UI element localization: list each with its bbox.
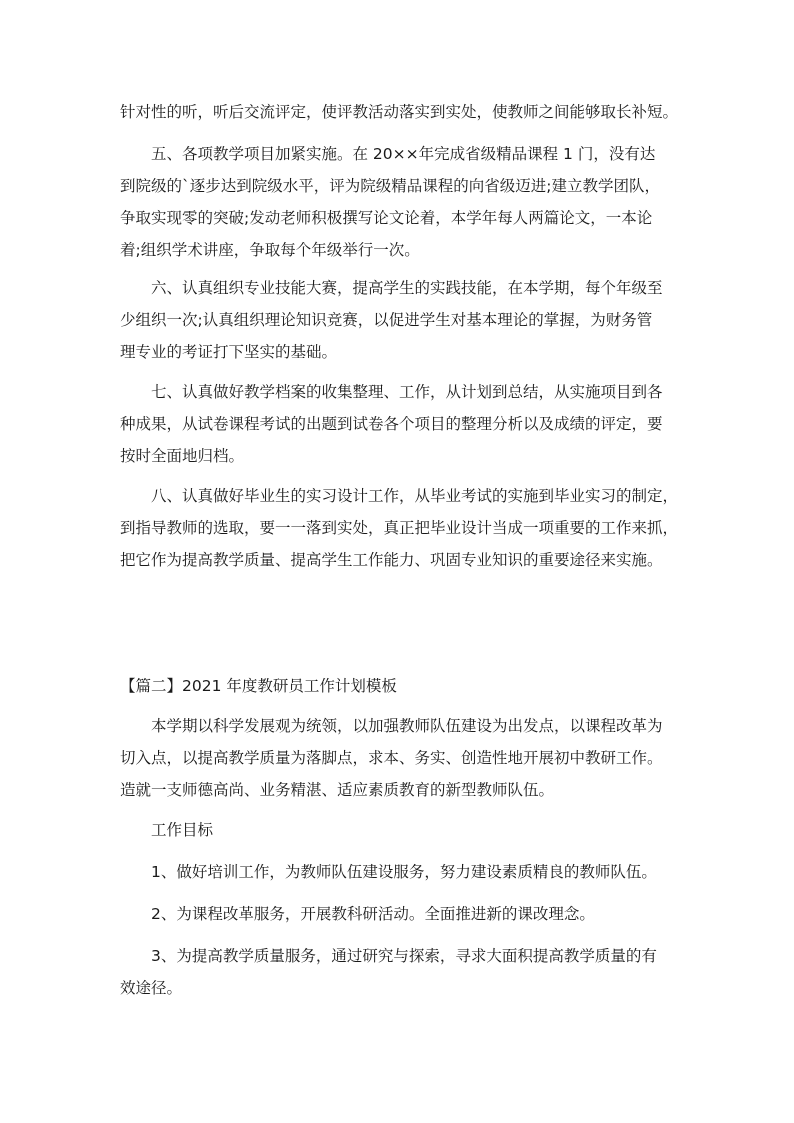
paragraph-item-seven <box>120 376 690 472</box>
text-line: 六、认真组织专业技能大赛，提高学生的实践技能，在本学期，每个年级至 <box>120 279 663 297</box>
text-line: 按时全面地归档。 <box>120 447 245 465</box>
paragraph-goal-one <box>120 856 690 888</box>
section-title: 【篇二】2021 年度教研员工作计划模板 <box>120 677 397 695</box>
text-line: 着;组织学术讲座，争取每个年级举行一次。 <box>120 241 420 259</box>
text-line: 工作目标 <box>120 821 214 839</box>
text-line: 理专业的考证打下坚实的基础。 <box>120 343 338 361</box>
paragraph-work-goals <box>120 814 690 846</box>
paragraph-goal-two <box>120 898 690 930</box>
text-line: 到指导教师的选取，要一一落到实处，真正把毕业设计当成一项重要的工作来抓， <box>120 519 679 537</box>
text-line: 五、各项教学项目加紧实施。在 20××年完成省级精品课程 1 门，没有达 <box>120 145 656 163</box>
text-line: 2、为课程改革服务，开展教科研活动。全面推进新的课改理念。 <box>120 905 595 923</box>
paragraph-item-six <box>120 272 690 368</box>
paragraph-item-five <box>120 138 690 266</box>
text-line: 种成果，从试卷课程考试的出题到试卷各个项目的整理分析以及成绩的评定，要 <box>120 415 663 433</box>
text-line: 效途径。 <box>120 979 183 997</box>
paragraph-goal-three <box>120 940 690 1004</box>
text-line: 七、认真做好教学档案的收集整理、工作，从计划到总结，从实施项目到各 <box>120 383 663 401</box>
text-line: 切入点，以提高教学质量为落脚点，求本、务实、创造性地开展初中教研工作。 <box>120 749 663 767</box>
text-line: 少组织一次;认真组织理论知识竞赛，以促进学生对基本理论的掌握，为财务管 <box>120 311 653 329</box>
paragraph-intro <box>120 710 690 806</box>
text-line: 本学期以科学发展观为统领，以加强教师队伍建设为出发点，以课程改革为 <box>120 717 663 735</box>
text-line: 八、认真做好毕业生的实习设计工作，从毕业考试的实施到毕业实习的制定， <box>120 487 679 505</box>
text-line: 争取实现零的突破;发动老师积极撰写论文论着，本学年每人两篇论文，一本论 <box>120 209 653 227</box>
text-line: 3、为提高教学质量服务，通过研究与探索，寻求大面积提高教学质量的有 <box>120 947 657 965</box>
paragraph-item-eight <box>120 480 690 576</box>
text-line: 到院级的`逐步达到院级水平，评为院级精品课程的向省级迈进;建立教学团队， <box>120 177 660 195</box>
paragraph-peer-evaluation <box>120 96 690 128</box>
text-line: 造就一支师德高尚、业务精湛、适应素质教育的新型教师队伍。 <box>120 781 555 799</box>
text-line: 1、做好培训工作，为教师队伍建设服务，努力建设素质精良的教师队伍。 <box>120 863 657 881</box>
text-line: 针对性的听，听后交流评定，使评教活动落实到实处，使教师之间能够取长补短。 <box>120 103 679 121</box>
text-line: 把它作为提高教学质量、提高学生工作能力、巩固专业知识的重要途径来实施。 <box>120 551 663 569</box>
